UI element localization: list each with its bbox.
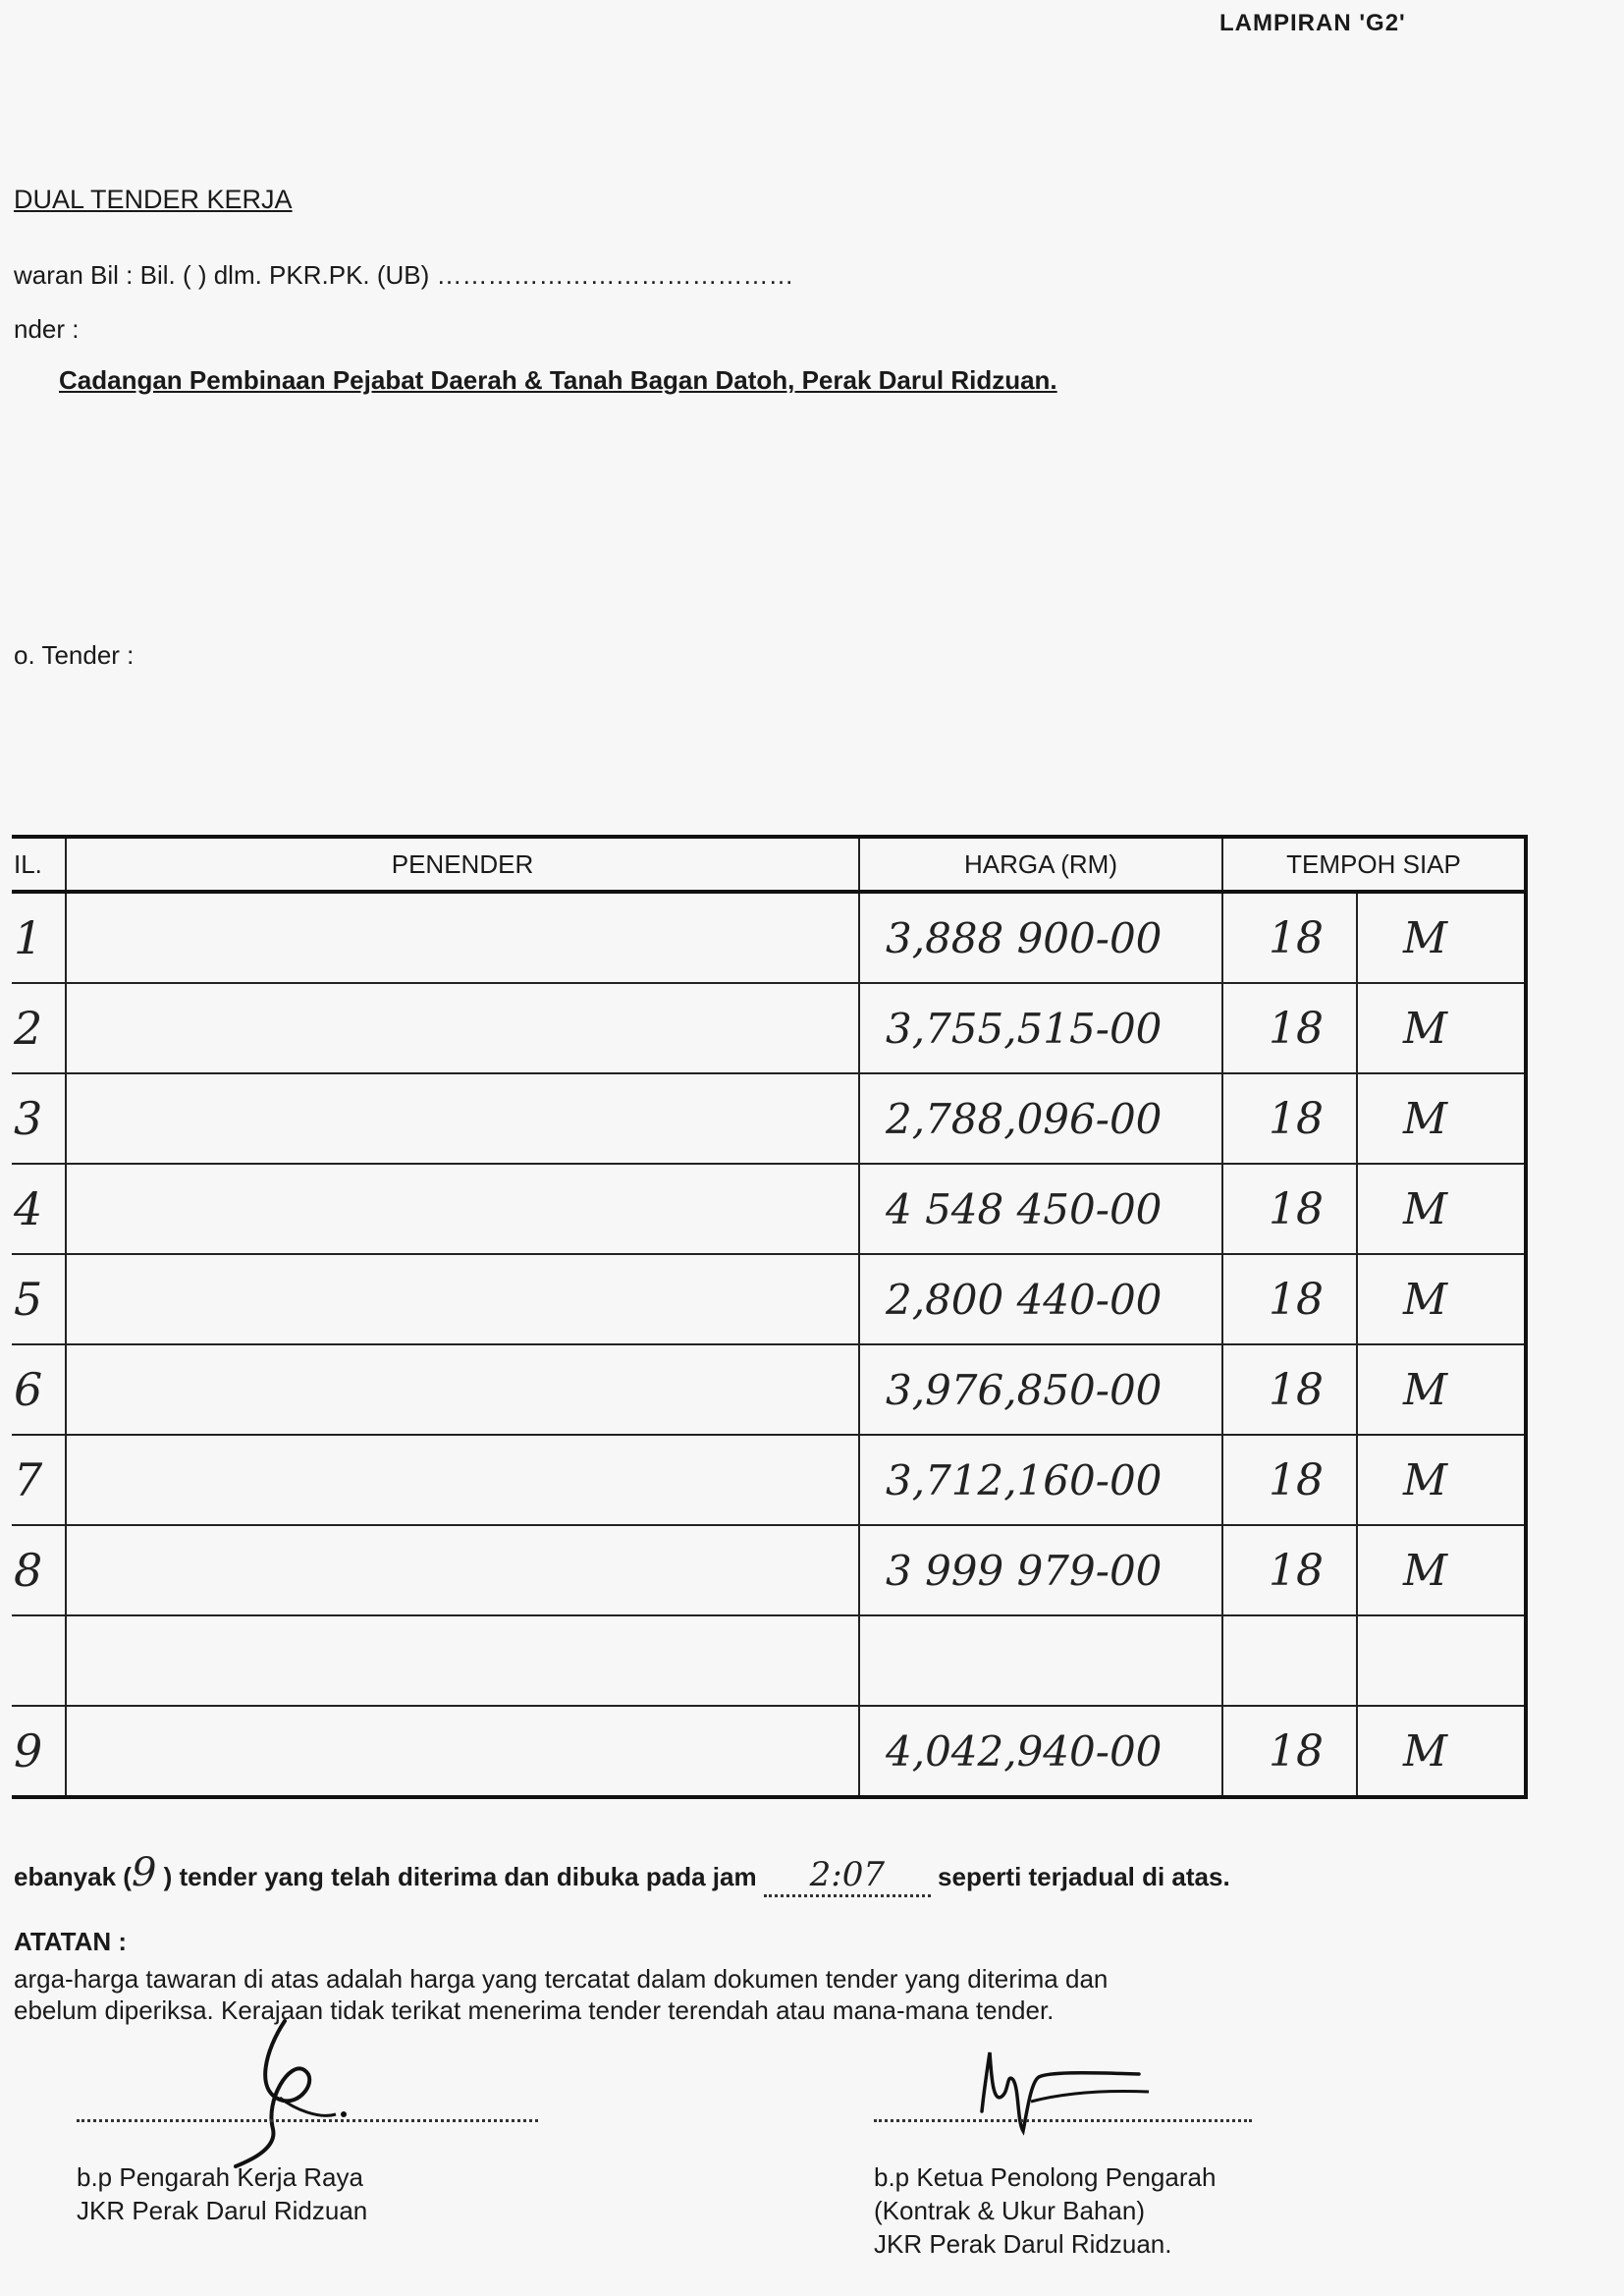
bil-cell: 1 — [12, 892, 66, 983]
penender-cell — [66, 1254, 859, 1344]
table-row — [12, 1435, 1526, 1525]
note-line-1: arga-harga tawaran di atas adalah harga yang tercatat dalam dokumen tender yang diterima dan — [14, 1964, 1109, 1994]
unit-cell: M — [1357, 1254, 1526, 1344]
bil-cell: 4 — [12, 1164, 66, 1254]
bil-cell: 6 — [12, 1344, 66, 1435]
tempoh-cell: 18 — [1222, 892, 1357, 983]
unit-cell: M — [1357, 1525, 1526, 1615]
harga-cell: 3,976,850-00 — [859, 1344, 1222, 1435]
signature-line-left — [77, 2119, 538, 2122]
header-tempoh: TEMPOH SIAP — [1222, 837, 1526, 892]
tempoh-cell: 18 — [1222, 1073, 1357, 1164]
notes-heading: ATATAN : — [14, 1927, 128, 1956]
signatory-left — [77, 2160, 367, 2227]
unit-cell — [1357, 1615, 1526, 1706]
form-title: DUAL TENDER KERJA — [14, 185, 293, 214]
signature-right — [962, 2043, 1159, 2141]
unit-cell: M — [1357, 1706, 1526, 1797]
tempoh-cell: 18 — [1222, 1344, 1357, 1435]
table-row — [12, 1525, 1526, 1615]
penender-cell — [66, 892, 859, 983]
bil-cell — [12, 1615, 66, 1706]
lampiran-label: LAMPIRAN 'G2' — [1219, 10, 1406, 36]
signatory-right-title: b.p Ketua Penolong Pengarah — [874, 2162, 1217, 2192]
header-bil: IL. — [12, 837, 66, 892]
summary-prefix: ebanyak ( — [14, 1862, 132, 1891]
table-row — [12, 1164, 1526, 1254]
signatory-left-title: b.p Pengarah Kerja Raya — [77, 2162, 363, 2192]
unit-cell: M — [1357, 1073, 1526, 1164]
harga-cell: 4,042,940-00 — [859, 1706, 1222, 1797]
signatory-left-dept: JKR Perak Darul Ridzuan — [77, 2196, 368, 2225]
summary-suffix: seperti terjadual di atas. — [938, 1862, 1230, 1891]
summary-middle: ) tender yang telah diterima dan dibuka pada jam — [163, 1862, 757, 1891]
harga-cell — [859, 1615, 1222, 1706]
project-title: Cadangan Pembinaan Pejabat Daerah & Tanah Bagan Datoh, Perak Darul Ridzuan. — [59, 365, 1057, 395]
table-row — [12, 1615, 1526, 1706]
unit-cell: M — [1357, 1164, 1526, 1254]
unit-cell: M — [1357, 892, 1526, 983]
signature-line-right — [874, 2119, 1252, 2122]
header-penender: PENENDER — [66, 837, 859, 892]
table-row — [12, 1344, 1526, 1435]
penender-cell — [66, 1615, 859, 1706]
header-harga: HARGA (RM) — [859, 837, 1222, 892]
tempoh-cell: 18 — [1222, 1435, 1357, 1525]
unit-cell: M — [1357, 983, 1526, 1073]
table-header-row — [12, 837, 1526, 892]
unit-cell: M — [1357, 1344, 1526, 1435]
bil-cell: 5 — [12, 1254, 66, 1344]
harga-cell: 3,888 900-00 — [859, 892, 1222, 983]
tender-count: 9 — [131, 1850, 157, 1895]
tempoh-cell: 18 — [1222, 1254, 1357, 1344]
table-row — [12, 1254, 1526, 1344]
harga-cell: 2,788,096-00 — [859, 1073, 1222, 1164]
harga-cell: 2,800 440-00 — [859, 1254, 1222, 1344]
penender-cell — [66, 983, 859, 1073]
unit-cell: M — [1357, 1435, 1526, 1525]
penender-cell — [66, 1344, 859, 1435]
table-row — [12, 983, 1526, 1073]
table-row — [12, 1706, 1526, 1797]
no-tender-label: o. Tender : — [14, 640, 135, 670]
note-line-2: ebelum diperiksa. Kerajaan tidak terikat menerima tender terendah atau mana-mana tender. — [14, 1995, 1055, 2025]
summary-line — [14, 1850, 1230, 1897]
penender-cell — [66, 1073, 859, 1164]
tempoh-cell: 18 — [1222, 983, 1357, 1073]
signatory-right — [874, 2160, 1216, 2261]
bil-cell: 3 — [12, 1073, 66, 1164]
harga-cell: 4 548 450-00 — [859, 1164, 1222, 1254]
opening-time: 2:07 — [764, 1855, 931, 1897]
penender-cell — [66, 1435, 859, 1525]
tempoh-cell — [1222, 1615, 1357, 1706]
bil-cell: 9 — [12, 1706, 66, 1797]
bil-cell: 2 — [12, 983, 66, 1073]
harga-cell: 3,755,515-00 — [859, 983, 1222, 1073]
signatory-right-dept: JKR Perak Darul Ridzuan. — [874, 2229, 1172, 2259]
tempoh-cell: 18 — [1222, 1525, 1357, 1615]
bil-cell: 8 — [12, 1525, 66, 1615]
harga-cell: 3,712,160-00 — [859, 1435, 1222, 1525]
signature-left — [226, 2011, 373, 2168]
signatory-right-unit: (Kontrak & Ukur Bahan) — [874, 2196, 1146, 2225]
tender-label: nder : — [14, 314, 80, 344]
penender-cell — [66, 1525, 859, 1615]
table-row — [12, 1073, 1526, 1164]
table-row — [12, 892, 1526, 983]
harga-cell: 3 999 979-00 — [859, 1525, 1222, 1615]
penender-cell — [66, 1164, 859, 1254]
tender-table — [12, 835, 1528, 1799]
bil-line: waran Bil : Bil. ( ) dlm. PKR.PK. (UB) …………………………………… — [14, 260, 794, 290]
tempoh-cell: 18 — [1222, 1706, 1357, 1797]
bil-cell: 7 — [12, 1435, 66, 1525]
tempoh-cell: 18 — [1222, 1164, 1357, 1254]
penender-cell — [66, 1706, 859, 1797]
